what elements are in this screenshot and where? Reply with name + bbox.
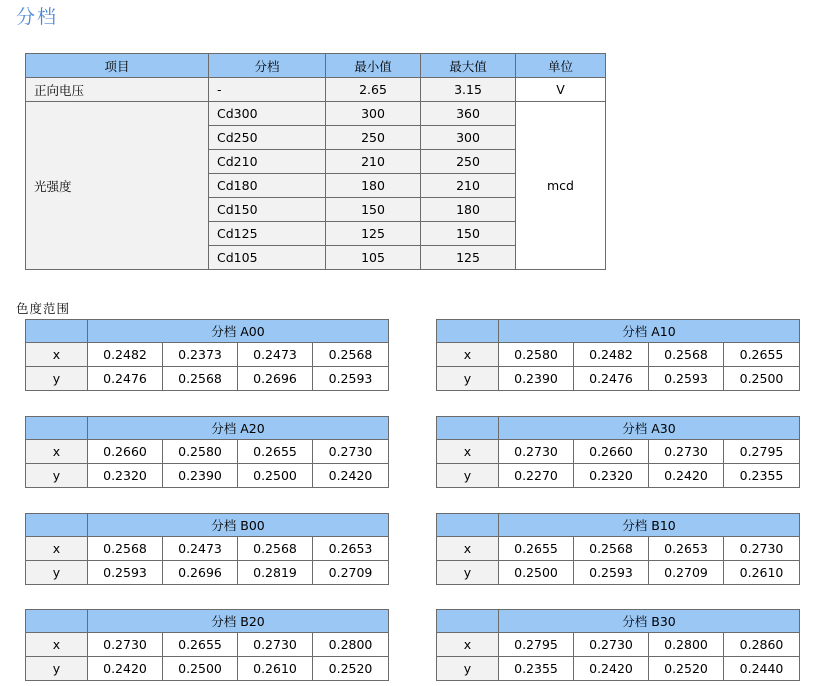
chroma-y-row bbox=[26, 561, 389, 585]
intensity-max: 360 bbox=[421, 102, 516, 126]
intensity-min: 150 bbox=[326, 198, 421, 222]
chroma-y-value: 0.2500 bbox=[238, 464, 313, 488]
chroma-x-value: 0.2482 bbox=[88, 343, 163, 367]
chroma-y-value: 0.2520 bbox=[313, 657, 389, 681]
chroma-y-value: 0.2420 bbox=[88, 657, 163, 681]
chroma-axis-label: x bbox=[437, 633, 499, 657]
chroma-axis-label: x bbox=[26, 440, 88, 464]
chroma-y-row bbox=[437, 561, 800, 585]
chroma-y-value: 0.2520 bbox=[649, 657, 724, 681]
chroma-y-value: 0.2500 bbox=[499, 561, 574, 585]
chroma-header-row bbox=[437, 514, 800, 537]
chroma-header-corner bbox=[26, 610, 88, 633]
voltage-bin: - bbox=[209, 78, 326, 102]
chroma-axis-label: x bbox=[26, 537, 88, 561]
chroma-y-row bbox=[437, 657, 800, 681]
intensity-bin: Cd105 bbox=[209, 246, 326, 270]
chroma-bin-title: 分档 B30 bbox=[499, 610, 800, 633]
chroma-x-value: 0.2800 bbox=[313, 633, 389, 657]
chroma-x-row bbox=[437, 343, 800, 367]
chroma-x-row bbox=[437, 633, 800, 657]
chroma-header-corner bbox=[26, 514, 88, 537]
chroma-y-value: 0.2320 bbox=[574, 464, 649, 488]
chroma-x-value: 0.2795 bbox=[724, 440, 800, 464]
chroma-section-label: 色度范围 bbox=[16, 301, 71, 316]
chroma-y-value: 0.2593 bbox=[88, 561, 163, 585]
chroma-y-value: 0.2709 bbox=[313, 561, 389, 585]
chroma-header-row bbox=[437, 417, 800, 440]
chroma-header-row bbox=[437, 610, 800, 633]
intensity-max: 250 bbox=[421, 150, 516, 174]
chroma-x-value: 0.2568 bbox=[313, 343, 389, 367]
chroma-x-value: 0.2473 bbox=[238, 343, 313, 367]
chroma-y-row bbox=[437, 367, 800, 391]
chroma-y-value: 0.2593 bbox=[649, 367, 724, 391]
intensity-bin: Cd300 bbox=[209, 102, 326, 126]
intensity-max: 125 bbox=[421, 246, 516, 270]
chroma-x-value: 0.2568 bbox=[238, 537, 313, 561]
chroma-header-corner bbox=[26, 417, 88, 440]
intensity-bin: Cd180 bbox=[209, 174, 326, 198]
chroma-header-row bbox=[26, 610, 389, 633]
chroma-axis-label: y bbox=[437, 561, 499, 585]
chroma-x-value: 0.2730 bbox=[499, 440, 574, 464]
chroma-x-value: 0.2730 bbox=[574, 633, 649, 657]
intensity-item: 光强度 bbox=[26, 102, 209, 270]
chroma-x-value: 0.2730 bbox=[649, 440, 724, 464]
intensity-bin: Cd210 bbox=[209, 150, 326, 174]
chroma-header-corner bbox=[437, 320, 499, 343]
header-unit: 单位 bbox=[516, 54, 606, 78]
chroma-y-row bbox=[437, 464, 800, 488]
chroma-x-value: 0.2655 bbox=[499, 537, 574, 561]
chroma-x-value: 0.2655 bbox=[163, 633, 238, 657]
voltage-unit: V bbox=[516, 78, 606, 102]
chroma-axis-label: x bbox=[26, 633, 88, 657]
chroma-bin-title: 分档 A10 bbox=[499, 320, 800, 343]
chroma-x-value: 0.2660 bbox=[574, 440, 649, 464]
page-title: 分档 bbox=[16, 6, 59, 28]
chroma-x-value: 0.2653 bbox=[313, 537, 389, 561]
chroma-x-value: 0.2660 bbox=[88, 440, 163, 464]
intensity-bin: Cd150 bbox=[209, 198, 326, 222]
chroma-table-a30 bbox=[436, 416, 800, 488]
intensity-row bbox=[26, 102, 606, 126]
chroma-x-value: 0.2568 bbox=[649, 343, 724, 367]
chroma-axis-label: y bbox=[26, 657, 88, 681]
chroma-y-row bbox=[26, 464, 389, 488]
chroma-y-value: 0.2500 bbox=[724, 367, 800, 391]
header-row bbox=[26, 54, 606, 78]
intensity-bin: Cd250 bbox=[209, 126, 326, 150]
intensity-min: 250 bbox=[326, 126, 421, 150]
chroma-table-b20 bbox=[25, 609, 389, 681]
chroma-x-row bbox=[437, 537, 800, 561]
bin-spec-table bbox=[25, 53, 606, 270]
chroma-x-value: 0.2653 bbox=[649, 537, 724, 561]
chroma-y-value: 0.2593 bbox=[313, 367, 389, 391]
chroma-x-value: 0.2860 bbox=[724, 633, 800, 657]
chroma-axis-label: y bbox=[437, 657, 499, 681]
chroma-x-value: 0.2373 bbox=[163, 343, 238, 367]
chroma-x-row bbox=[26, 537, 389, 561]
chroma-axis-label: x bbox=[26, 343, 88, 367]
chroma-y-value: 0.2420 bbox=[649, 464, 724, 488]
chroma-y-value: 0.2420 bbox=[574, 657, 649, 681]
intensity-unit: mcd bbox=[516, 102, 606, 270]
chroma-x-value: 0.2580 bbox=[163, 440, 238, 464]
chroma-y-row bbox=[26, 657, 389, 681]
chroma-bin-title: 分档 B20 bbox=[88, 610, 389, 633]
chroma-header-corner bbox=[26, 320, 88, 343]
chroma-y-value: 0.2440 bbox=[724, 657, 800, 681]
chroma-y-value: 0.2709 bbox=[649, 561, 724, 585]
chroma-x-row bbox=[26, 633, 389, 657]
intensity-min: 180 bbox=[326, 174, 421, 198]
chroma-bin-title: 分档 A00 bbox=[88, 320, 389, 343]
chroma-table-a20 bbox=[25, 416, 389, 488]
intensity-max: 300 bbox=[421, 126, 516, 150]
chroma-table-b00 bbox=[25, 513, 389, 585]
intensity-min: 105 bbox=[326, 246, 421, 270]
chroma-header-row bbox=[26, 417, 389, 440]
chroma-axis-label: y bbox=[26, 561, 88, 585]
chroma-header-corner bbox=[437, 610, 499, 633]
chroma-y-value: 0.2500 bbox=[163, 657, 238, 681]
chroma-bin-title: 分档 B10 bbox=[499, 514, 800, 537]
chroma-x-value: 0.2473 bbox=[163, 537, 238, 561]
chroma-y-value: 0.2355 bbox=[499, 657, 574, 681]
chroma-x-value: 0.2730 bbox=[238, 633, 313, 657]
chroma-y-value: 0.2320 bbox=[88, 464, 163, 488]
chroma-x-value: 0.2655 bbox=[238, 440, 313, 464]
chroma-header-corner bbox=[437, 514, 499, 537]
chroma-header-corner bbox=[437, 417, 499, 440]
chroma-y-value: 0.2476 bbox=[88, 367, 163, 391]
chroma-y-value: 0.2476 bbox=[574, 367, 649, 391]
chroma-bin-title: 分档 A30 bbox=[499, 417, 800, 440]
chroma-x-value: 0.2730 bbox=[313, 440, 389, 464]
intensity-bin: Cd125 bbox=[209, 222, 326, 246]
chroma-y-value: 0.2696 bbox=[238, 367, 313, 391]
chroma-x-value: 0.2568 bbox=[88, 537, 163, 561]
chroma-y-row bbox=[26, 367, 389, 391]
chroma-header-row bbox=[26, 320, 389, 343]
chroma-axis-label: x bbox=[437, 343, 499, 367]
chroma-y-value: 0.2390 bbox=[499, 367, 574, 391]
chroma-x-value: 0.2795 bbox=[499, 633, 574, 657]
chroma-table-a00 bbox=[25, 319, 389, 391]
chroma-y-value: 0.2568 bbox=[163, 367, 238, 391]
chroma-axis-label: x bbox=[437, 537, 499, 561]
chroma-y-value: 0.2420 bbox=[313, 464, 389, 488]
chroma-x-row bbox=[26, 440, 389, 464]
chroma-x-value: 0.2730 bbox=[724, 537, 800, 561]
header-max: 最大值 bbox=[421, 54, 516, 78]
chroma-table-a10 bbox=[436, 319, 800, 391]
chroma-x-row bbox=[26, 343, 389, 367]
intensity-max: 150 bbox=[421, 222, 516, 246]
intensity-min: 125 bbox=[326, 222, 421, 246]
chroma-x-value: 0.2568 bbox=[574, 537, 649, 561]
chroma-table-b10 bbox=[436, 513, 800, 585]
chroma-x-value: 0.2800 bbox=[649, 633, 724, 657]
header-min: 最小值 bbox=[326, 54, 421, 78]
chroma-x-value: 0.2580 bbox=[499, 343, 574, 367]
header-item: 项目 bbox=[26, 54, 209, 78]
chroma-x-value: 0.2655 bbox=[724, 343, 800, 367]
chroma-bin-title: 分档 B00 bbox=[88, 514, 389, 537]
chroma-y-value: 0.2610 bbox=[724, 561, 800, 585]
chroma-table-b30 bbox=[436, 609, 800, 681]
intensity-min: 300 bbox=[326, 102, 421, 126]
chroma-y-value: 0.2819 bbox=[238, 561, 313, 585]
chroma-y-value: 0.2270 bbox=[499, 464, 574, 488]
chroma-axis-label: y bbox=[26, 464, 88, 488]
chroma-axis-label: y bbox=[437, 367, 499, 391]
intensity-min: 210 bbox=[326, 150, 421, 174]
chroma-bin-title: 分档 A20 bbox=[88, 417, 389, 440]
chroma-axis-label: y bbox=[26, 367, 88, 391]
voltage-min: 2.65 bbox=[326, 78, 421, 102]
chroma-x-value: 0.2482 bbox=[574, 343, 649, 367]
chroma-y-value: 0.2355 bbox=[724, 464, 800, 488]
chroma-y-value: 0.2610 bbox=[238, 657, 313, 681]
intensity-max: 210 bbox=[421, 174, 516, 198]
chroma-x-row bbox=[437, 440, 800, 464]
chroma-y-value: 0.2593 bbox=[574, 561, 649, 585]
voltage-max: 3.15 bbox=[421, 78, 516, 102]
chroma-y-value: 0.2390 bbox=[163, 464, 238, 488]
chroma-y-value: 0.2696 bbox=[163, 561, 238, 585]
chroma-axis-label: x bbox=[437, 440, 499, 464]
intensity-max: 180 bbox=[421, 198, 516, 222]
header-bin: 分档 bbox=[209, 54, 326, 78]
chroma-header-row bbox=[437, 320, 800, 343]
voltage-item: 正向电压 bbox=[26, 78, 209, 102]
voltage-row bbox=[26, 78, 606, 102]
chroma-header-row bbox=[26, 514, 389, 537]
chroma-x-value: 0.2730 bbox=[88, 633, 163, 657]
chroma-axis-label: y bbox=[437, 464, 499, 488]
